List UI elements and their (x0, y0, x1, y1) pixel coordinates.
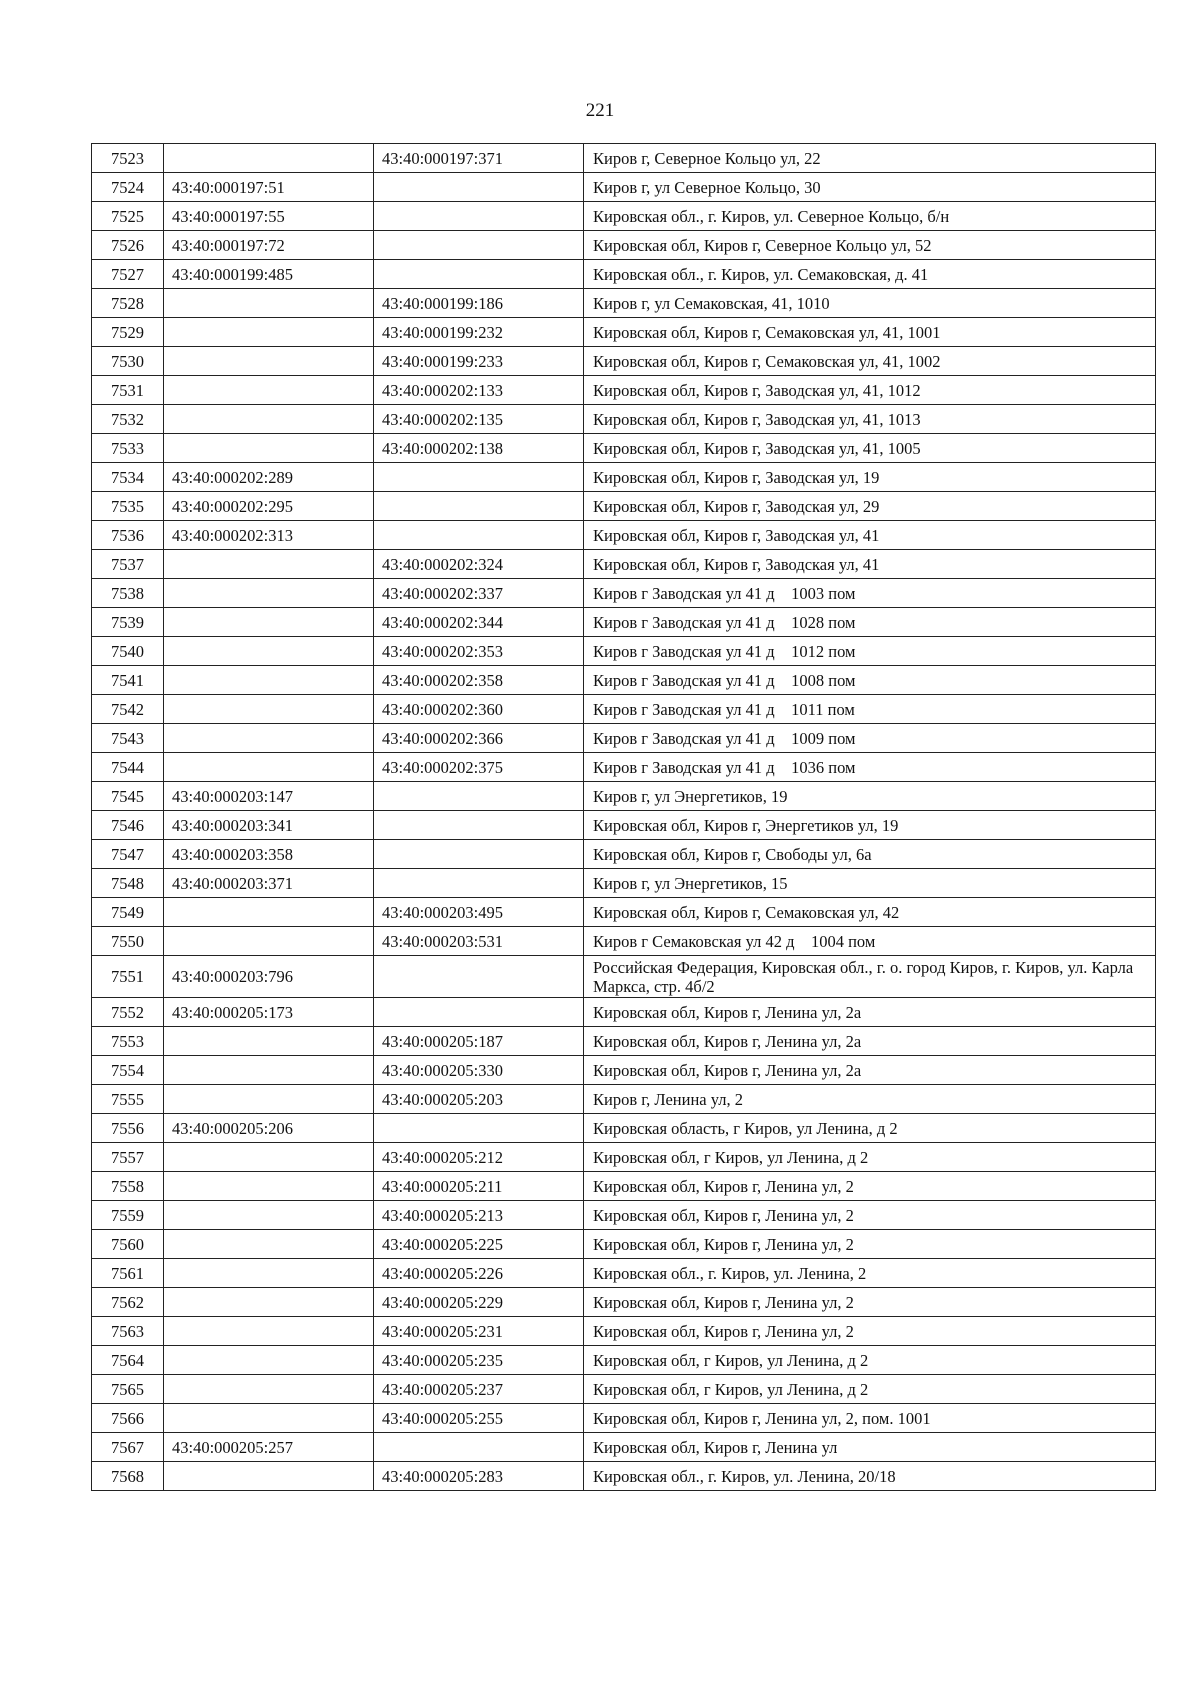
object-number-cell: 43:40:000203:531 (374, 927, 584, 956)
table-row (92, 289, 1156, 318)
parcel-number-cell: 43:40:000202:295 (164, 492, 374, 521)
address-cell: Киров г, ул Энергетиков, 19 (584, 782, 1156, 811)
table-row (92, 318, 1156, 347)
address-cell: Киров г Заводская ул 41 д 1012 пом (584, 637, 1156, 666)
object-number-cell: 43:40:000202:133 (374, 376, 584, 405)
row-number-cell: 7562 (92, 1288, 164, 1317)
table-row (92, 1375, 1156, 1404)
parcel-number-cell: 43:40:000203:371 (164, 869, 374, 898)
table-row (92, 637, 1156, 666)
table-row (92, 1230, 1156, 1259)
row-number-cell: 7566 (92, 1404, 164, 1433)
address-cell: Кировская обл., г. Киров, ул. Ленина, 2 (584, 1259, 1156, 1288)
row-number-cell: 7565 (92, 1375, 164, 1404)
row-number-cell: 7536 (92, 521, 164, 550)
object-number-cell: 43:40:000205:235 (374, 1346, 584, 1375)
table-row (92, 695, 1156, 724)
table-row (92, 869, 1156, 898)
address-cell: Кировская обл, г Киров, ул Ленина, д 2 (584, 1375, 1156, 1404)
object-number-cell: 43:40:000202:337 (374, 579, 584, 608)
table-row (92, 144, 1156, 173)
parcel-number-cell (164, 318, 374, 347)
row-number-cell: 7531 (92, 376, 164, 405)
table-row (92, 1259, 1156, 1288)
object-number-cell: 43:40:000199:232 (374, 318, 584, 347)
table-row (92, 376, 1156, 405)
object-number-cell (374, 811, 584, 840)
table-row (92, 347, 1156, 376)
address-cell: Кировская обл, Киров г, Ленина ул, 2а (584, 1056, 1156, 1085)
row-number-cell: 7527 (92, 260, 164, 289)
parcel-number-cell: 43:40:000203:341 (164, 811, 374, 840)
table-row (92, 724, 1156, 753)
address-cell: Кировская область, г Киров, ул Ленина, д 2 (584, 1114, 1156, 1143)
object-number-cell (374, 173, 584, 202)
object-number-cell: 43:40:000205:226 (374, 1259, 584, 1288)
row-number-cell: 7556 (92, 1114, 164, 1143)
parcel-number-cell (164, 1288, 374, 1317)
parcel-number-cell (164, 637, 374, 666)
address-cell: Кировская обл, Киров г, Заводская ул, 41, 1013 (584, 405, 1156, 434)
parcel-number-cell (164, 1230, 374, 1259)
table-row (92, 231, 1156, 260)
object-number-cell: 43:40:000202:360 (374, 695, 584, 724)
parcel-number-cell: 43:40:000205:257 (164, 1433, 374, 1462)
parcel-number-cell (164, 144, 374, 173)
table-row (92, 608, 1156, 637)
object-number-cell: 43:40:000205:212 (374, 1143, 584, 1172)
table-row (92, 1404, 1156, 1433)
object-number-cell: 43:40:000202:344 (374, 608, 584, 637)
parcel-number-cell: 43:40:000197:51 (164, 173, 374, 202)
object-number-cell: 43:40:000197:371 (374, 144, 584, 173)
parcel-number-cell: 43:40:000197:55 (164, 202, 374, 231)
table-row (92, 1317, 1156, 1346)
table-row (92, 753, 1156, 782)
parcel-number-cell: 43:40:000203:796 (164, 956, 374, 998)
parcel-number-cell (164, 434, 374, 463)
row-number-cell: 7546 (92, 811, 164, 840)
row-number-cell: 7541 (92, 666, 164, 695)
table-row (92, 1172, 1156, 1201)
table-row (92, 1056, 1156, 1085)
row-number-cell: 7548 (92, 869, 164, 898)
parcel-number-cell (164, 898, 374, 927)
address-cell: Киров г Заводская ул 41 д 1003 пом (584, 579, 1156, 608)
address-cell: Кировская обл, Киров г, Ленина ул, 2, пом. 1001 (584, 1404, 1156, 1433)
row-number-cell: 7545 (92, 782, 164, 811)
object-number-cell: 43:40:000202:138 (374, 434, 584, 463)
address-cell: Кировская обл., г. Киров, ул. Северное Кольцо, б/н (584, 202, 1156, 231)
table-row (92, 260, 1156, 289)
parcel-number-cell (164, 1404, 374, 1433)
parcel-number-cell: 43:40:000197:72 (164, 231, 374, 260)
row-number-cell: 7550 (92, 927, 164, 956)
object-number-cell: 43:40:000202:358 (374, 666, 584, 695)
table-row (92, 811, 1156, 840)
parcel-number-cell (164, 1201, 374, 1230)
address-cell: Кировская обл, Киров г, Свободы ул, 6а (584, 840, 1156, 869)
object-number-cell: 43:40:000205:231 (374, 1317, 584, 1346)
address-cell: Кировская обл, г Киров, ул Ленина, д 2 (584, 1143, 1156, 1172)
row-number-cell: 7554 (92, 1056, 164, 1085)
object-number-cell: 43:40:000202:353 (374, 637, 584, 666)
page-number: 221 (585, 100, 615, 121)
parcel-number-cell: 43:40:000202:289 (164, 463, 374, 492)
row-number-cell: 7544 (92, 753, 164, 782)
parcel-number-cell: 43:40:000199:485 (164, 260, 374, 289)
address-cell: Кировская обл, Киров г, Ленина ул, 2а (584, 1027, 1156, 1056)
object-number-cell (374, 202, 584, 231)
table-row (92, 956, 1156, 998)
object-number-cell (374, 260, 584, 289)
table-row (92, 666, 1156, 695)
table-row (92, 434, 1156, 463)
object-number-cell: 43:40:000203:495 (374, 898, 584, 927)
address-cell: Киров г Заводская ул 41 д 1011 пом (584, 695, 1156, 724)
object-number-cell: 43:40:000205:203 (374, 1085, 584, 1114)
row-number-cell: 7555 (92, 1085, 164, 1114)
row-number-cell: 7526 (92, 231, 164, 260)
address-cell: Кировская обл, г Киров, ул Ленина, д 2 (584, 1346, 1156, 1375)
parcel-number-cell: 43:40:000205:173 (164, 998, 374, 1027)
object-number-cell: 43:40:000205:283 (374, 1462, 584, 1491)
address-cell: Киров г Заводская ул 41 д 1009 пом (584, 724, 1156, 753)
address-cell: Кировская обл, Киров г, Заводская ул, 41, 1012 (584, 376, 1156, 405)
address-cell: Кировская обл., г. Киров, ул. Семаковская, д. 41 (584, 260, 1156, 289)
parcel-number-cell (164, 608, 374, 637)
table-row (92, 782, 1156, 811)
table-row (92, 405, 1156, 434)
object-number-cell: 43:40:000202:135 (374, 405, 584, 434)
address-cell: Кировская обл., г. Киров, ул. Ленина, 20/18 (584, 1462, 1156, 1491)
row-number-cell: 7567 (92, 1433, 164, 1462)
row-number-cell: 7549 (92, 898, 164, 927)
object-number-cell (374, 231, 584, 260)
address-cell: Киров г, ул Семаковская, 41, 1010 (584, 289, 1156, 318)
address-cell: Кировская обл, Киров г, Заводская ул, 19 (584, 463, 1156, 492)
table-row (92, 898, 1156, 927)
parcel-number-cell (164, 1346, 374, 1375)
row-number-cell: 7568 (92, 1462, 164, 1491)
table-row (92, 492, 1156, 521)
table-row (92, 1114, 1156, 1143)
parcel-number-cell (164, 376, 374, 405)
row-number-cell: 7523 (92, 144, 164, 173)
parcel-number-cell (164, 1259, 374, 1288)
parcel-number-cell (164, 289, 374, 318)
parcel-number-cell (164, 1085, 374, 1114)
row-number-cell: 7534 (92, 463, 164, 492)
row-number-cell: 7533 (92, 434, 164, 463)
object-number-cell (374, 492, 584, 521)
table-row (92, 998, 1156, 1027)
object-number-cell (374, 998, 584, 1027)
row-number-cell: 7538 (92, 579, 164, 608)
row-number-cell: 7537 (92, 550, 164, 579)
object-number-cell: 43:40:000205:237 (374, 1375, 584, 1404)
row-number-cell: 7560 (92, 1230, 164, 1259)
parcel-number-cell (164, 753, 374, 782)
parcel-number-cell (164, 1462, 374, 1491)
parcel-number-cell (164, 927, 374, 956)
parcel-number-cell (164, 724, 374, 753)
object-number-cell (374, 869, 584, 898)
parcel-number-cell (164, 405, 374, 434)
parcel-number-cell (164, 695, 374, 724)
row-number-cell: 7535 (92, 492, 164, 521)
address-cell: Кировская обл, Киров г, Ленина ул, 2 (584, 1230, 1156, 1259)
object-number-cell: 43:40:000205:211 (374, 1172, 584, 1201)
table-row (92, 1201, 1156, 1230)
address-cell: Кировская обл, Киров г, Ленина ул (584, 1433, 1156, 1462)
address-cell: Киров г Семаковская ул 42 д 1004 пом (584, 927, 1156, 956)
row-number-cell: 7530 (92, 347, 164, 376)
table-row (92, 1027, 1156, 1056)
address-cell: Кировская обл, Киров г, Ленина ул, 2 (584, 1172, 1156, 1201)
parcel-number-cell: 43:40:000202:313 (164, 521, 374, 550)
table-row (92, 1143, 1156, 1172)
row-number-cell: 7547 (92, 840, 164, 869)
address-cell: Кировская обл, Киров г, Северное Кольцо ул, 52 (584, 231, 1156, 260)
address-cell: Кировская обл, Киров г, Ленина ул, 2 (584, 1317, 1156, 1346)
address-cell: Кировская обл, Киров г, Заводская ул, 29 (584, 492, 1156, 521)
object-number-cell (374, 463, 584, 492)
row-number-cell: 7564 (92, 1346, 164, 1375)
object-number-cell: 43:40:000202:324 (374, 550, 584, 579)
parcel-number-cell (164, 1317, 374, 1346)
table-row (92, 1433, 1156, 1462)
object-number-cell (374, 1433, 584, 1462)
table-row (92, 1288, 1156, 1317)
object-number-cell: 43:40:000205:187 (374, 1027, 584, 1056)
address-cell: Киров г, Северное Кольцо ул, 22 (584, 144, 1156, 173)
parcel-number-cell: 43:40:000203:147 (164, 782, 374, 811)
parcel-number-cell (164, 550, 374, 579)
address-cell: Кировская обл, Киров г, Семаковская ул, 41, 1001 (584, 318, 1156, 347)
parcel-number-cell (164, 1056, 374, 1085)
table-row (92, 202, 1156, 231)
row-number-cell: 7557 (92, 1143, 164, 1172)
address-cell: Кировская обл, Киров г, Заводская ул, 41 (584, 521, 1156, 550)
row-number-cell: 7561 (92, 1259, 164, 1288)
parcel-number-cell (164, 1172, 374, 1201)
row-number-cell: 7525 (92, 202, 164, 231)
table-row (92, 927, 1156, 956)
address-cell: Киров г Заводская ул 41 д 1036 пом (584, 753, 1156, 782)
address-cell: Кировская обл, Киров г, Ленина ул, 2 (584, 1288, 1156, 1317)
address-cell: Российская Федерация, Кировская обл., г. о. город Киров, г. Киров, ул. Карла Маркса, стр. 4б/2 (584, 956, 1156, 998)
address-cell: Кировская обл, Киров г, Энергетиков ул, 19 (584, 811, 1156, 840)
row-number-cell: 7551 (92, 956, 164, 998)
address-cell: Киров г, ул Энергетиков, 15 (584, 869, 1156, 898)
row-number-cell: 7558 (92, 1172, 164, 1201)
parcel-number-cell (164, 579, 374, 608)
table-row (92, 1346, 1156, 1375)
row-number-cell: 7529 (92, 318, 164, 347)
row-number-cell: 7552 (92, 998, 164, 1027)
object-number-cell: 43:40:000205:229 (374, 1288, 584, 1317)
table-row (92, 521, 1156, 550)
row-number-cell: 7539 (92, 608, 164, 637)
address-cell: Киров г, Ленина ул, 2 (584, 1085, 1156, 1114)
parcel-number-cell (164, 666, 374, 695)
row-number-cell: 7543 (92, 724, 164, 753)
parcel-number-cell (164, 347, 374, 376)
object-number-cell (374, 956, 584, 998)
object-number-cell: 43:40:000205:330 (374, 1056, 584, 1085)
address-cell: Кировская обл, Киров г, Заводская ул, 41 (584, 550, 1156, 579)
object-number-cell (374, 1114, 584, 1143)
table-row (92, 173, 1156, 202)
address-cell: Киров г Заводская ул 41 д 1008 пом (584, 666, 1156, 695)
address-cell: Кировская обл, Киров г, Семаковская ул, 42 (584, 898, 1156, 927)
address-cell: Кировская обл, Киров г, Заводская ул, 41, 1005 (584, 434, 1156, 463)
object-number-cell: 43:40:000202:375 (374, 753, 584, 782)
row-number-cell: 7540 (92, 637, 164, 666)
object-number-cell (374, 782, 584, 811)
address-cell: Кировская обл, Киров г, Ленина ул, 2 (584, 1201, 1156, 1230)
table-row (92, 579, 1156, 608)
object-number-cell: 43:40:000205:255 (374, 1404, 584, 1433)
table-row (92, 1085, 1156, 1114)
address-cell: Киров г Заводская ул 41 д 1028 пом (584, 608, 1156, 637)
object-number-cell: 43:40:000205:213 (374, 1201, 584, 1230)
table-row (92, 550, 1156, 579)
parcel-number-cell (164, 1143, 374, 1172)
row-number-cell: 7559 (92, 1201, 164, 1230)
row-number-cell: 7532 (92, 405, 164, 434)
row-number-cell: 7553 (92, 1027, 164, 1056)
parcel-number-cell: 43:40:000205:206 (164, 1114, 374, 1143)
table-row (92, 840, 1156, 869)
address-cell: Киров г, ул Северное Кольцо, 30 (584, 173, 1156, 202)
object-number-cell: 43:40:000202:366 (374, 724, 584, 753)
object-number-cell: 43:40:000199:186 (374, 289, 584, 318)
table-row (92, 463, 1156, 492)
row-number-cell: 7542 (92, 695, 164, 724)
row-number-cell: 7563 (92, 1317, 164, 1346)
object-number-cell: 43:40:000205:225 (374, 1230, 584, 1259)
row-number-cell: 7524 (92, 173, 164, 202)
parcel-number-cell: 43:40:000203:358 (164, 840, 374, 869)
address-cell: Кировская обл, Киров г, Ленина ул, 2а (584, 998, 1156, 1027)
table-row (92, 1462, 1156, 1491)
parcel-number-cell (164, 1027, 374, 1056)
parcel-number-cell (164, 1375, 374, 1404)
object-number-cell (374, 521, 584, 550)
object-number-cell: 43:40:000199:233 (374, 347, 584, 376)
address-cell: Кировская обл, Киров г, Семаковская ул, 41, 1002 (584, 347, 1156, 376)
row-number-cell: 7528 (92, 289, 164, 318)
object-number-cell (374, 840, 584, 869)
registry-table (91, 143, 1156, 1491)
